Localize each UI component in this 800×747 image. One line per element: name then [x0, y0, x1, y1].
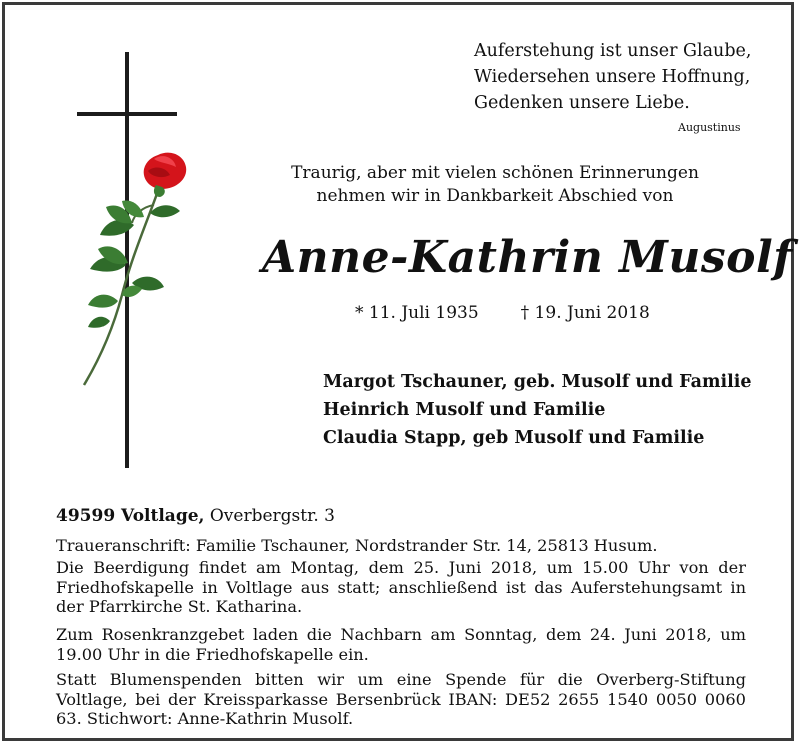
mourning-address-paragraph: Traueranschrift: Familie Tschauner, Nordstrander Str. 14, 25813 Husum. — [56, 536, 658, 555]
motto-line: Auferstehung ist unser Glaube, — [474, 41, 752, 61]
donation-paragraph: Statt Blumenspenden bitten wir um eine Spende für die Overberg-Stiftung Voltlage, bei der Kreissparkasse Bersenbrück IBAN: DE52 2655 1540 0050 0060 63. Stichwort: Anne-Kathrin Musolf. — [56, 670, 746, 728]
death-date: † 19. Juni 2018 — [520, 303, 650, 323]
mourner-entry: Heinrich Musolf und Familie — [323, 400, 606, 420]
rosary-paragraph: Zum Rosenkranzgebet laden die Nachbarn am Sonntag, dem 24. Juni 2018, um 19.00 Uhr in die Friedhofskapelle ein. — [56, 625, 746, 664]
red-rose-icon — [62, 145, 202, 390]
address-street: Overbergstr. 3 — [209, 506, 335, 526]
life-dates — [355, 303, 650, 323]
deceased-name: Anne-Kathrin Musolf — [262, 232, 793, 283]
funeral-paragraph: Die Beerdigung findet am Montag, dem 25. Juni 2018, um 15.00 Uhr von der Friedhofskapelle in Voltlage aus statt; anschließend ist das Auferstehungsamt in der Pfarrkirche St. Katharina. — [56, 558, 746, 616]
cross-horizontal-beam — [77, 112, 177, 116]
motto-line: Gedenken unsere Liebe. — [474, 93, 690, 113]
mourner-entry: Claudia Stapp, geb Musolf und Familie — [323, 428, 705, 448]
address-city: 49599 Voltlage, — [56, 506, 205, 526]
birth-date: * 11. Juli 1935 — [355, 303, 479, 323]
motto-author: Augustinus — [678, 121, 741, 134]
motto-verse — [474, 38, 751, 116]
intro-text: Traurig, aber mit vielen schönen Erinnerungen nehmen wir in Dankbarkeit Abschied von — [291, 163, 699, 206]
mourners-list — [323, 368, 752, 452]
mourner-entry: Margot Tschauner, geb. Musolf und Familie — [323, 372, 752, 392]
motto-line: Wiedersehen unsere Hoffnung, — [474, 67, 751, 87]
address-line — [56, 506, 335, 526]
